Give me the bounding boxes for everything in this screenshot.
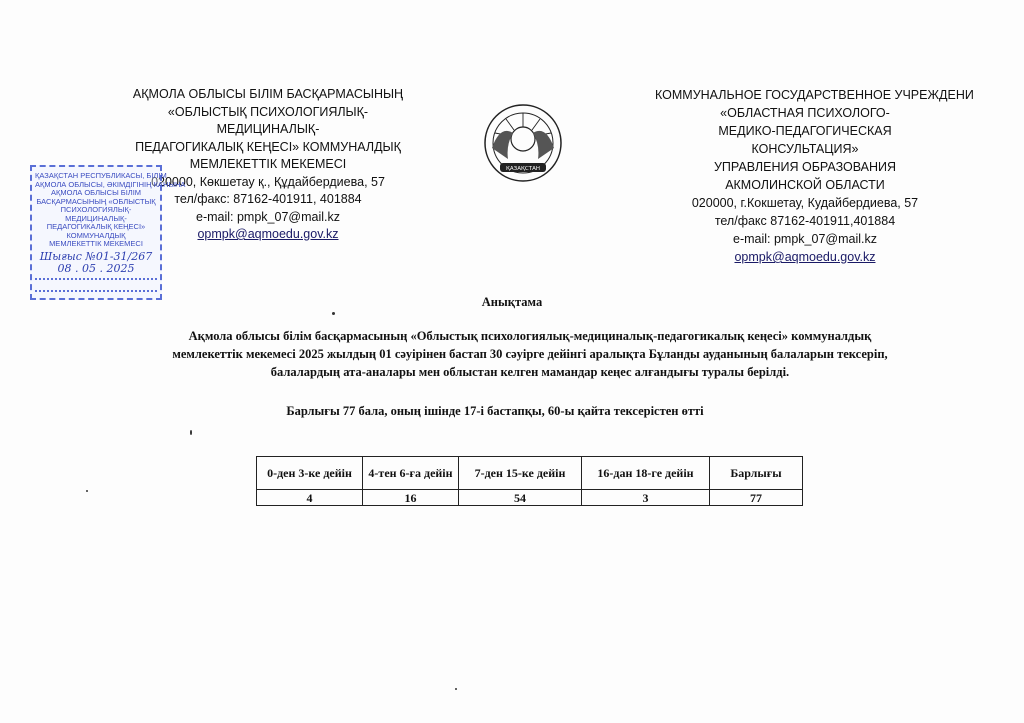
header-right-line: МЕДИКО-ПЕДАГОГИЧЕСКАЯ bbox=[718, 124, 892, 138]
table-header-cell: 16-дан 18-ге дейін bbox=[582, 457, 710, 490]
table-header-row bbox=[257, 457, 803, 490]
header-left-email: e-mail: pmpk_07@mail.kz bbox=[196, 209, 340, 224]
document-body bbox=[130, 327, 930, 381]
stamp-line: ПСИХОЛОГИЯЛЫҚ- bbox=[60, 205, 132, 214]
table-header-cell: Барлығы bbox=[710, 457, 803, 490]
stamp-line: ҚАЗАҚСТАН РЕСПУБЛИКАСЫ, БІЛІМ bbox=[35, 171, 167, 180]
header-left-address: 020000, Көкшетау қ., Құдайбердиева, 57 bbox=[151, 174, 385, 189]
header-right-line: КОНСУЛЬТАЦИЯ» bbox=[751, 142, 859, 156]
scan-speck bbox=[455, 688, 457, 690]
table-header-cell: 7-ден 15-ке дейін bbox=[459, 457, 582, 490]
stamp-date: 08 . 05 . 2025 bbox=[57, 262, 135, 275]
registration-stamp bbox=[30, 165, 186, 300]
table-header-cell: 0-ден 3-ке дейін bbox=[257, 457, 363, 490]
header-left-line: АҚМОЛА ОБЛЫСЫ БІЛІМ БАСҚАРМАСЫНЫҢ bbox=[132, 87, 404, 101]
table-cell: 54 bbox=[459, 490, 582, 506]
emblem-text: ҚАЗАҚСТАН bbox=[506, 166, 540, 172]
header-right-phone: тел/факс 87162-401911,401884 bbox=[714, 214, 896, 228]
header-left-line: «ОБЛЫСТЫҚ ПСИХОЛОГИЯЛЫҚ- bbox=[167, 104, 369, 119]
stamp-line: МЕДИЦИНАЛЫҚ- bbox=[65, 213, 127, 223]
header-right-line: УПРАВЛЕНИЯ ОБРАЗОВАНИЯ bbox=[713, 160, 897, 174]
document-title: Анықтама bbox=[481, 295, 543, 309]
body-line: мемлекеттік мекемесі 2025 жылдың 01 сәуірінен бастап 30 сәуірге дейінгі аралықта Бұланды ауданының балаларын тексеріп, bbox=[172, 347, 888, 361]
table-cell: 77 bbox=[710, 490, 803, 506]
body-line: балалардың ата-аналары мен облыстан келген мамандар кеңес алғандығы туралы берілді. bbox=[270, 365, 790, 379]
stamp-line: МЕМЛЕКЕТТІК МЕКЕМЕСІ bbox=[49, 239, 143, 248]
header-left-line: ПЕДАГОГИКАЛЫҚ КЕҢЕСІ» КОММУНАЛДЫҚ bbox=[135, 139, 401, 154]
table-cell: 16 bbox=[363, 490, 459, 506]
stamp-line: АҚМОЛА ОБЛЫСЫ БІЛІМ bbox=[50, 188, 142, 197]
header-right bbox=[655, 86, 974, 266]
body-line: Ақмола облысы білім басқармасының «Облыстық психологиялық-медициналық-педагогикалық кеңесі» коммуналдық bbox=[188, 329, 872, 343]
header-left-line: МЕМЛЕКЕТТІК МЕКЕМЕСІ bbox=[189, 157, 347, 171]
summary-text: Барлығы 77 бала, оның ішінде 17-і бастапқы, 60-ы қайта тексерістен өтті bbox=[286, 404, 704, 418]
header-right-line: АКМОЛИНСКОЙ ОБЛАСТИ bbox=[725, 178, 885, 192]
header-right-email-link[interactable]: opmpk@aqmoedu.gov.kz bbox=[734, 250, 876, 264]
stamp-line: КОММУНАЛДЫҚ bbox=[66, 230, 126, 240]
state-emblem bbox=[478, 103, 568, 183]
stamp-line: ПЕДАГОГИКАЛЫҚ КЕҢЕСІ» bbox=[46, 222, 146, 231]
stamp-line: БАСҚАРМАСЫНЫҢ «ОБЛЫСТЫҚ bbox=[36, 196, 156, 206]
header-left bbox=[128, 86, 408, 244]
stamp-ornament bbox=[35, 278, 157, 292]
stamp-line: АҚМОЛА ОБЛЫСЫ, ӘКІМДІГІНІҢ КАНЫНА bbox=[35, 179, 186, 189]
header-right-line: «ОБЛАСТНАЯ ПСИХОЛОГО- bbox=[720, 106, 890, 120]
header-right-address: 020000, г.Кокшетау, Кудайбердиева, 57 bbox=[691, 196, 919, 210]
header-left-email-link[interactable]: opmpk@aqmoedu.gov.kz bbox=[197, 227, 339, 241]
table-row bbox=[257, 490, 803, 506]
header-right-line: КОММУНАЛЬНОЕ ГОСУДАРСТВЕННОЕ УЧРЕЖДЕНИ bbox=[655, 88, 974, 102]
age-statistics-table bbox=[256, 456, 803, 506]
table-cell: 3 bbox=[582, 490, 710, 506]
stamp-outgoing-number: Шығыс №01-31/267 bbox=[39, 249, 153, 263]
table-header-cell: 4-тен 6-ға дейін bbox=[363, 457, 459, 490]
scan-speck bbox=[190, 430, 192, 435]
header-left-line: МЕДИЦИНАЛЫҚ- bbox=[216, 122, 320, 136]
table-cell: 4 bbox=[257, 490, 363, 506]
header-right-email: e-mail: pmpk_07@mail.kz bbox=[733, 232, 877, 246]
scan-speck bbox=[332, 312, 335, 315]
header-left-phone: тел/факс: 87162-401911, 401884 bbox=[174, 192, 362, 206]
scan-speck bbox=[86, 490, 88, 492]
